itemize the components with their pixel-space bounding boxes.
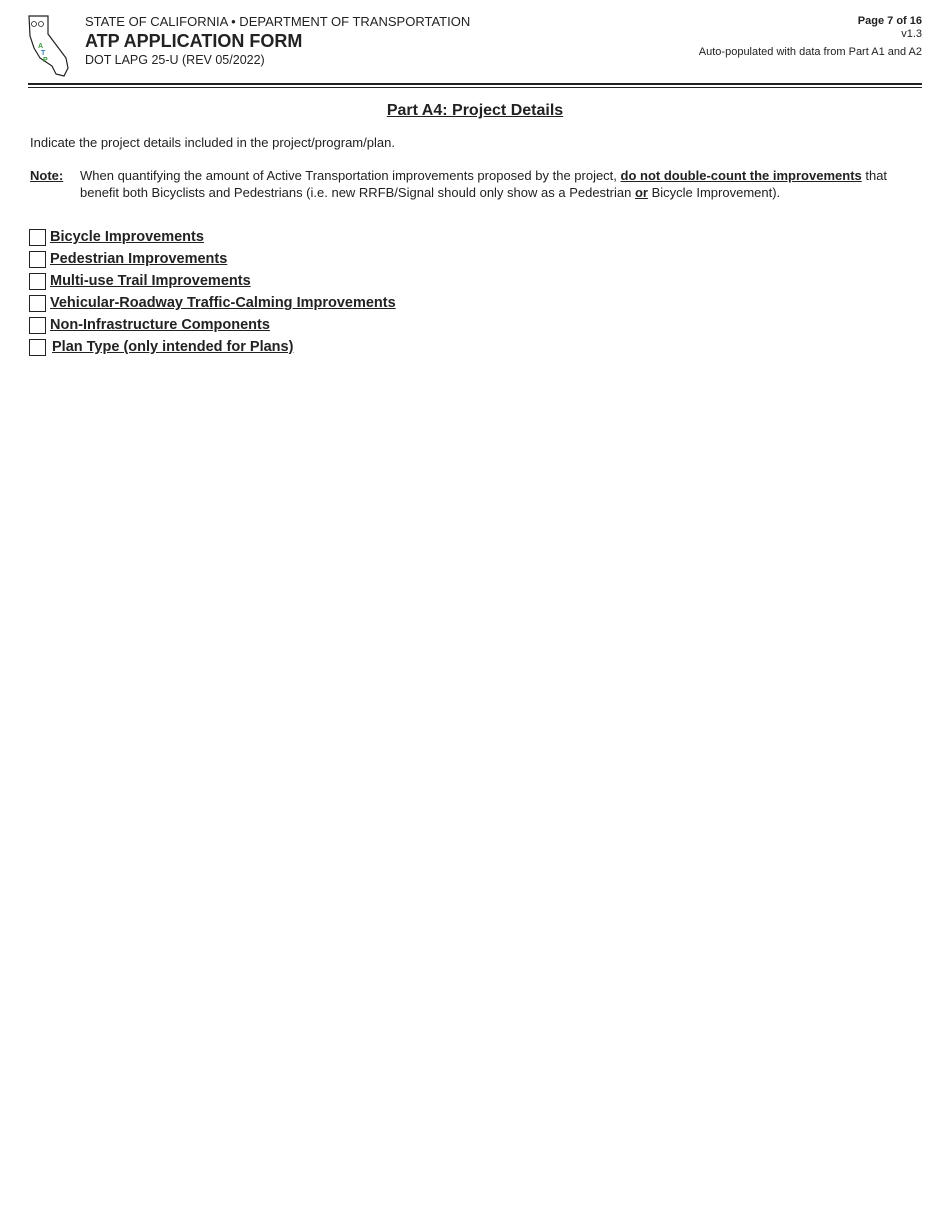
note-label: Note: (30, 168, 64, 183)
california-atp-logo (26, 14, 70, 78)
version: v1.3 (901, 28, 922, 40)
checkbox-label[interactable]: Non-Infrastructure Components (50, 317, 270, 333)
checkbox-plan-type[interactable] (29, 336, 396, 358)
svg-text:T: T (41, 50, 46, 57)
checkbox-label[interactable]: Vehicular-Roadway Traffic-Calming Improvements (50, 295, 396, 311)
svg-text:P: P (43, 57, 48, 64)
checkbox-label[interactable]: Bicycle Improvements (50, 229, 204, 245)
note-text-1: When quantifying the amount of Active Transportation improvements proposed by the project, (80, 168, 621, 183)
divider (28, 87, 922, 88)
form-title: ATP APPLICATION FORM (85, 31, 303, 51)
checkbox-multi-use-trail-improvements[interactable] (29, 270, 396, 292)
checkbox-bicycle-improvements[interactable] (29, 226, 396, 248)
note-text-3: Bicycle Improvement). (647, 185, 781, 200)
autofill-note: Auto-populated with data from Part A1 and A2 (698, 46, 922, 58)
note (30, 167, 890, 201)
form-id: DOT LAPG 25-U (REV 05/2022) (85, 53, 265, 67)
svg-text:A: A (38, 43, 44, 50)
checkbox-traffic-calming-improvements[interactable] (29, 292, 396, 314)
note-text-2: that benefit both Bicyclists and Pedestrians (i.e. new RRFB/Signal should only show as a Pedestrian (80, 168, 888, 200)
checkbox-label[interactable]: Pedestrian Improvements (50, 251, 228, 267)
checkbox[interactable] (29, 251, 46, 268)
divider (28, 83, 922, 85)
project-details-checklist (29, 226, 396, 358)
checkbox-label[interactable]: Plan Type (only intended for Plans) (52, 339, 294, 355)
note-emphasis: do not double-count the improvements (620, 168, 862, 183)
checkbox-non-infrastructure-components[interactable] (29, 314, 396, 336)
checkbox[interactable] (29, 229, 46, 246)
checkbox[interactable] (29, 273, 46, 290)
checkbox-pedestrian-improvements[interactable] (29, 248, 396, 270)
page-number: Page 7 of 16 (857, 15, 922, 27)
checkbox[interactable] (29, 317, 46, 334)
note-or: or (634, 185, 648, 200)
checkbox-label[interactable]: Multi-use Trail Improvements (50, 273, 251, 289)
section-intro: Indicate the project details included in the project/program/plan. (30, 135, 395, 150)
agency-name: STATE OF CALIFORNIA • DEPARTMENT OF TRANSPORTATION (85, 14, 471, 29)
checkbox[interactable] (29, 339, 46, 356)
section-title: Part A4: Project Details (386, 102, 564, 119)
checkbox[interactable] (29, 295, 46, 312)
note-text (80, 167, 890, 201)
